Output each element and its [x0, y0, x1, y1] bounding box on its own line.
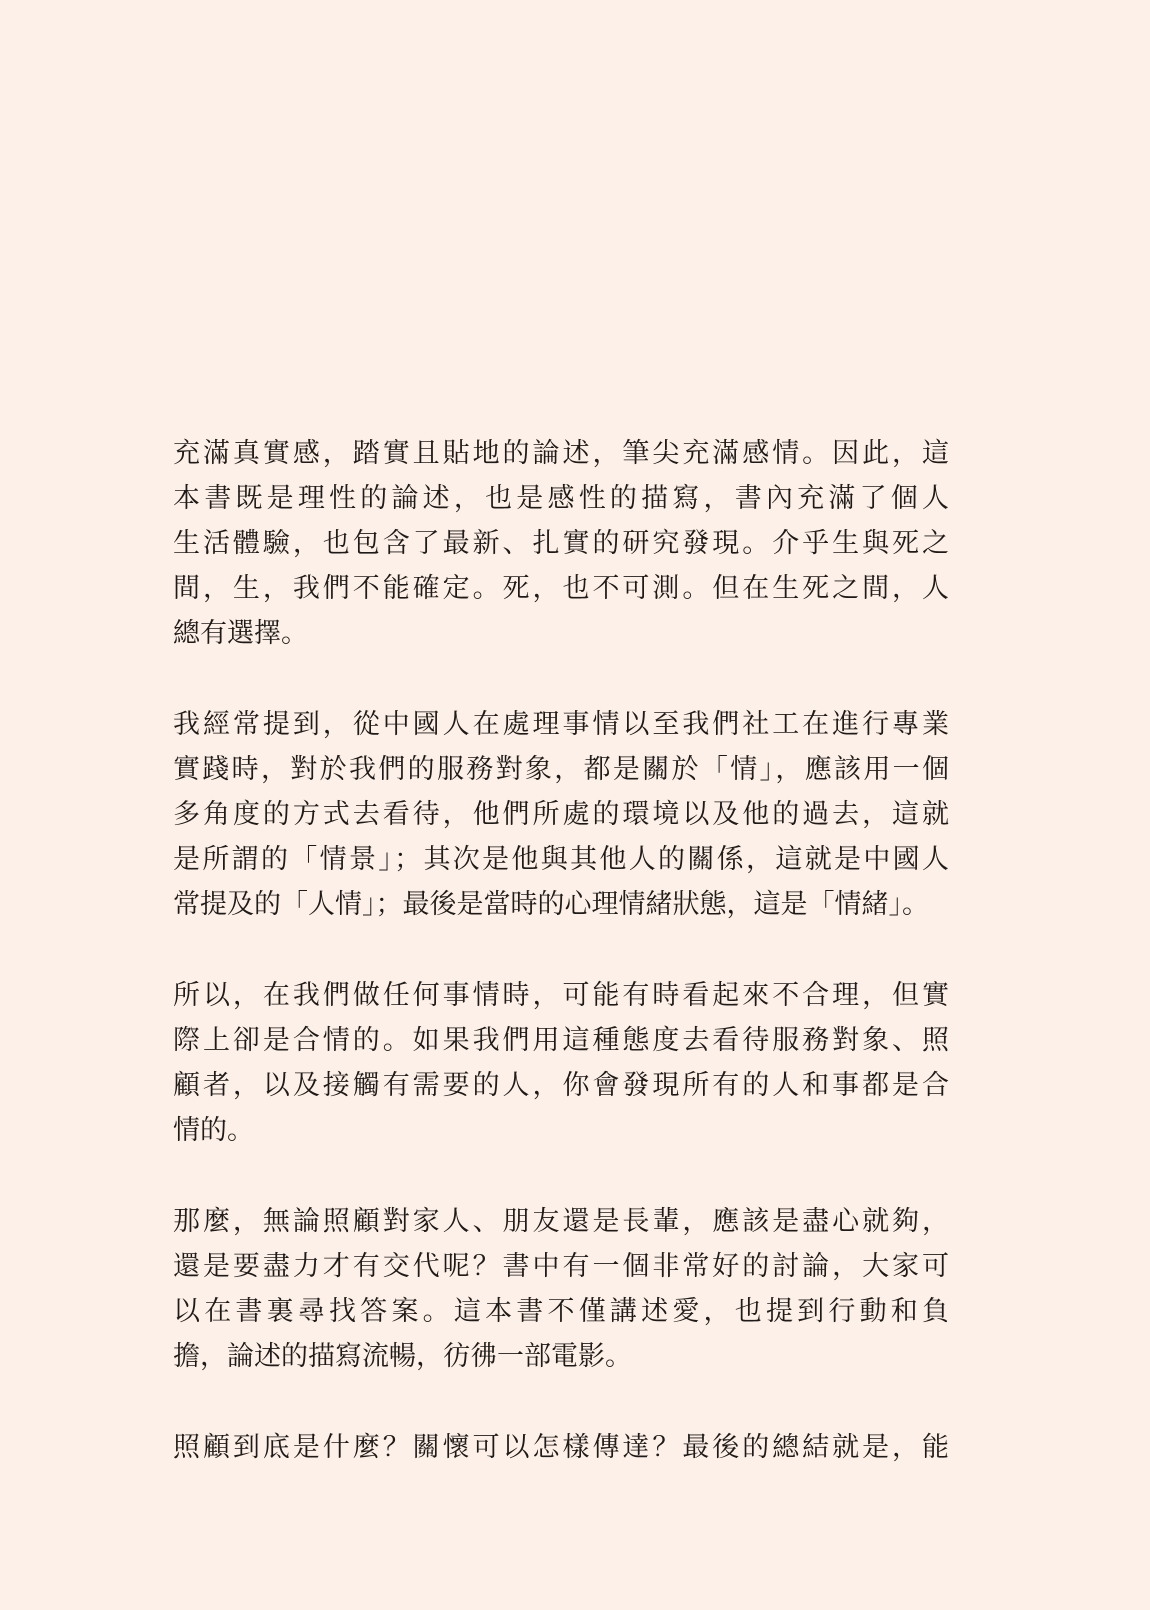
text-line: 以在書裏尋找答案。這本書不僅講述愛，也提到行動和負	[173, 1296, 949, 1327]
text-line: 所以，在我們做任何事情時，可能有時看起來不合理，但實	[173, 980, 949, 1011]
text-line: 照顧到底是什麼？關懷可以怎樣傳達？最後的總結就是，能	[173, 1432, 949, 1463]
paragraph-5	[173, 1425, 949, 1470]
text-line: 顧者，以及接觸有需要的人，你會發現所有的人和事都是合	[173, 1070, 949, 1101]
text-line: 還是要盡力才有交代呢？書中有一個非常好的討論，大家可	[173, 1251, 949, 1282]
text-line: 情的。	[173, 1115, 254, 1146]
text-line: 是所謂的「情景」；其次是他與其他人的關係，這就是中國人	[173, 844, 949, 875]
paragraph-4	[173, 1199, 949, 1379]
text-line: 擔，論述的描寫流暢，彷彿一部電影。	[173, 1341, 632, 1372]
text-line: 際上卻是合情的。如果我們用這種態度去看待服務對象、照	[173, 1025, 949, 1056]
text-line: 本書既是理性的論述，也是感性的描寫，書內充滿了個人	[173, 483, 949, 514]
text-line: 常提及的「人情」；最後是當時的心理情緒狀態，這是「情緒」。	[173, 889, 929, 920]
text-line: 充滿真實感，踏實且貼地的論述，筆尖充滿感情。因此，這	[173, 438, 949, 469]
text-line: 我經常提到，從中國人在處理事情以至我們社工在進行專業	[173, 709, 949, 740]
text-line: 那麼，無論照顧對家人、朋友還是長輩，應該是盡心就夠，	[173, 1206, 949, 1237]
body-text	[173, 431, 949, 1516]
paragraph-1	[173, 431, 949, 656]
paragraph-2	[173, 702, 949, 927]
text-line: 總有選擇。	[173, 618, 308, 649]
text-line: 多角度的方式去看待，他們所處的環境以及他的過去，這就	[173, 799, 949, 830]
text-line: 間，生，我們不能確定。死，也不可測。但在生死之間，人	[173, 573, 949, 604]
text-line: 生活體驗，也包含了最新、扎實的研究發現。介乎生與死之	[173, 528, 949, 559]
text-line: 實踐時，對於我們的服務對象，都是關於「情」，應該用一個	[173, 754, 949, 785]
paragraph-3	[173, 973, 949, 1153]
